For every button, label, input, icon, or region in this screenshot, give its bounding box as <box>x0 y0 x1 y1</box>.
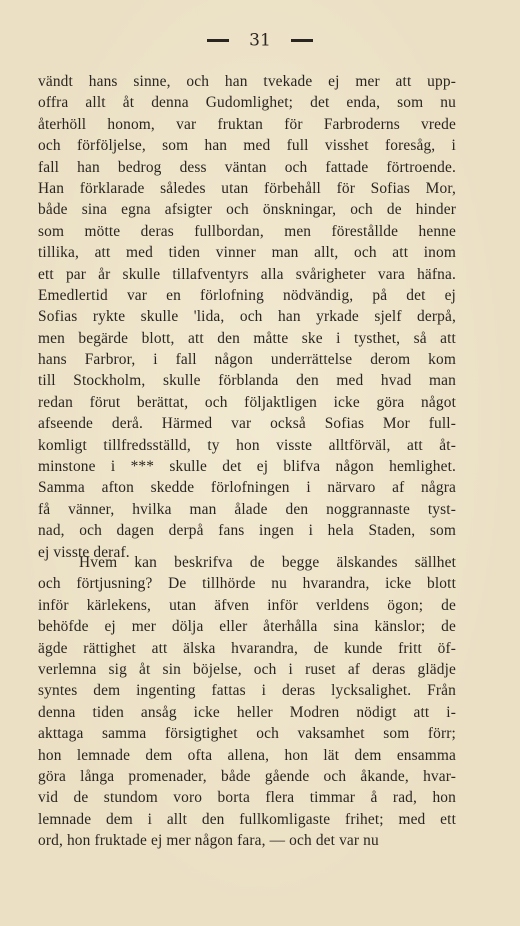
text-line: och förtjusning? De tillhörde nu hvarandra, icke blott <box>38 575 456 593</box>
text-line: fall han bedrog dess väntan och fattade förtroende. <box>38 158 456 176</box>
text-line: komligt tillfredsställd, ty hon visste alltförväl, att åt- <box>38 436 456 454</box>
text-line: syntes dem ingenting fattas i deras lycksalighet. Från <box>38 682 456 700</box>
page-header <box>0 30 520 60</box>
text-line: offra allt åt denna Gudomlighet; det enda, som nu <box>38 94 456 112</box>
text-line: både sina egna afsigter och önskningar, och de hinder <box>38 201 456 219</box>
text-line: verlemna sig åt sin böjelse, och i ruset af deras glädje <box>38 660 456 678</box>
text-line: Sofias rykte skulle 'lida, och han yrkade sjelf derpå, <box>38 308 456 326</box>
text-line: ägde rättighet att älska hvarandra, de kunde fritt öf- <box>38 639 456 657</box>
text-line: Samma afton skedde förlofningen i närvaro af några <box>38 479 456 497</box>
text-line: akttaga samma försigtighet och vaksamhet som förr; <box>38 725 456 743</box>
text-line: Han förklarade således utan förbehåll för Sofias Mor, <box>38 179 456 197</box>
text-line: ett par år skulle tillafventyrs alla svårigheter vara häfna. <box>38 265 456 283</box>
text-line: Emedlertid var en förlofning nödvändig, på det ej <box>38 286 456 304</box>
text-line: återhöll honom, var fruktan för Farbroderns vrede <box>38 115 456 133</box>
text-line: hon lemnade dem ofta allena, hon lät dem ensamma <box>38 746 456 764</box>
text-line: tillika, att med tiden vinner man allt, och att inom <box>38 244 456 262</box>
text-line: denna tiden ansåg icke heller Modren nödigt att i- <box>38 703 456 721</box>
text-line: inför kärlekens, utan äfven inför verldens ögon; de <box>38 596 456 614</box>
text-line: vändt hans sinne, och han tvekade ej mer att upp- <box>38 73 456 90</box>
paragraph-1 <box>38 71 456 563</box>
text-line: minstone i *** skulle det ej blifva någon hemlighet. <box>38 458 456 476</box>
text-line: redan förut berättat, och följaktligen icke göra något <box>38 393 456 411</box>
page-number: 31 <box>249 30 271 51</box>
header-dash-left <box>207 39 229 42</box>
text-line: göra långa promenader, både gående och åkande, hvar- <box>38 767 456 785</box>
text-line: men begärde blott, att den måtte ske i tysthet, så att <box>38 329 456 347</box>
text-line: lemnade dem i allt den fullkomligaste frihet; med ett <box>38 810 456 828</box>
text-line: afseende derå. Härmed var också Sofias Mor full- <box>38 415 456 433</box>
text-line: vid de stundom voro borta flera timmar å rad, hon <box>38 789 456 807</box>
text-line: och förföljelse, som han med full visshet foresåg, i <box>38 137 456 155</box>
text-line: till Stockholm, skulle förblanda den med hvad man <box>38 372 456 390</box>
text-line: nad, och dagen derpå fans ingen i hela Staden, som <box>38 522 456 540</box>
paragraph-2 <box>38 552 456 851</box>
text-line: behöfde ej mer dölja eller återhålla sina känslor; de <box>38 618 456 636</box>
text-line: ord, hon fruktade ej mer någon fara, — och det var nu <box>38 832 379 850</box>
text-line: få vänner, hvilka man ålade den noggrannaste tyst- <box>38 500 456 518</box>
text-line: hans Farbror, i fall någon underrättelse derom kom <box>38 351 456 369</box>
text-line: Hvem kan beskrifva de begge älskandes sällhet <box>79 554 456 571</box>
text-line: som mötte deras fullbordan, men förestållde henne <box>38 222 456 240</box>
header-dash-right <box>291 39 313 42</box>
text-line: ej visste deraf. <box>38 543 130 561</box>
